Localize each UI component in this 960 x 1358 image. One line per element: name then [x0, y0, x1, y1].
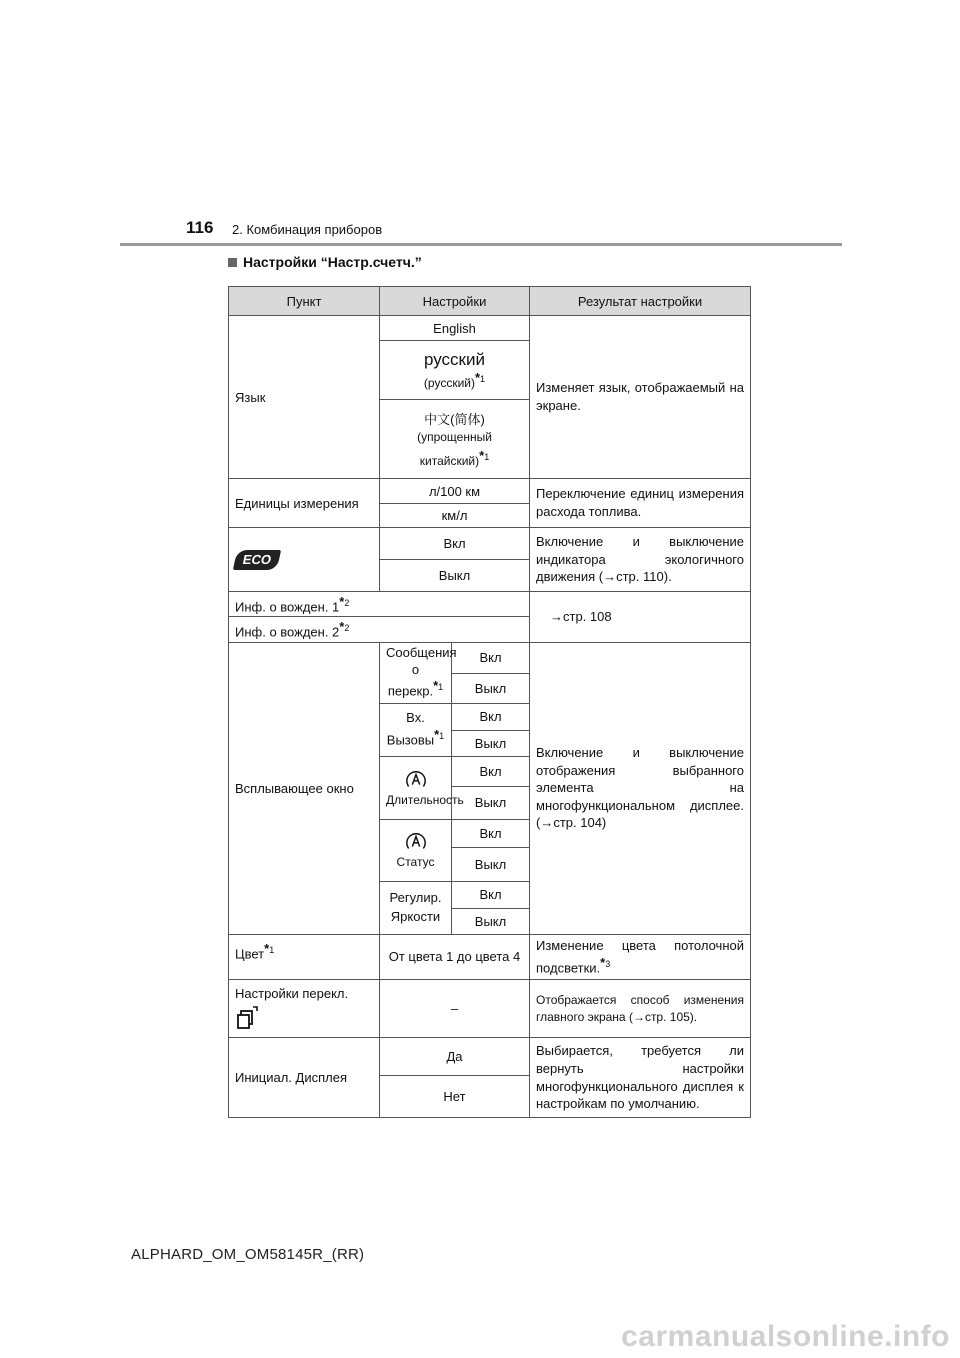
table-row — [229, 642, 751, 673]
section-title-text: Настройки “Настр.счетч.” — [243, 254, 422, 270]
sub-duration-label: Длительность — [386, 792, 464, 807]
table-row — [229, 592, 751, 617]
option-russian — [380, 341, 530, 400]
result-units: Переключение единиц измерения расхода топлива. — [530, 479, 751, 528]
header-settings: Настройки — [380, 287, 530, 316]
option-off: Выкл — [452, 730, 530, 756]
item-popup: Всплывающее окно — [229, 642, 380, 934]
note-star: * — [264, 940, 270, 956]
note-star: * — [339, 619, 345, 635]
table-row — [229, 479, 751, 504]
screen-switch-icon — [235, 1005, 259, 1031]
option-l-100km: л/100 км — [380, 479, 530, 504]
option-on: Вкл — [452, 703, 530, 730]
option-yes: Да — [380, 1038, 530, 1076]
bullet-square-icon — [228, 258, 237, 267]
note-star: * — [434, 726, 440, 742]
option-on: Вкл — [452, 642, 530, 673]
option-english: English — [380, 316, 530, 341]
result-popup: Включение и выключение отображения выбранного элемента на многофункциональном дисплее. (→стр. 104) — [530, 642, 751, 934]
page-number: 116 — [186, 218, 214, 237]
option-off: Выкл — [452, 673, 530, 703]
drive-info-2-label: Инф. о вожден. 2 — [235, 624, 340, 640]
item-drive-info-2 — [229, 617, 530, 642]
note-mark: 1 — [484, 451, 490, 462]
option-off: Выкл — [452, 847, 530, 881]
note-star: * — [479, 447, 485, 463]
result-eco: Включение и выключение индикатора экологичного движения (→стр. 110). — [530, 528, 751, 592]
option-km-l: км/л — [380, 504, 530, 528]
result-reset: Выбирается, требуется ли вернуть настройки многофункционального дисплея к настройкам по умолчанию. — [530, 1038, 751, 1118]
header-item: Пункт — [229, 287, 380, 316]
option-chinese-label: (упрощенный китайский) — [417, 429, 492, 468]
sub-messages — [380, 642, 457, 703]
color-setting: От цвета 1 до цвета 4 — [380, 934, 530, 979]
option-russian-native: русский — [423, 350, 485, 369]
option-chinese — [380, 400, 530, 479]
item-language: Язык — [229, 316, 380, 479]
result-color — [530, 934, 751, 979]
result-drive-info: →стр. 108 — [530, 592, 751, 643]
item-switch — [229, 980, 380, 1038]
eco-icon: ECO — [233, 550, 281, 570]
assist-a-icon — [405, 831, 427, 853]
result-switch: Отображается способ изменения главного экрана (→стр. 105). — [530, 980, 751, 1038]
item-units: Единицы измерения — [229, 479, 380, 528]
sub-status-label: Статус — [396, 855, 435, 870]
item-eco — [229, 528, 380, 592]
result-language: Изменяет язык, отображаемый на экране. — [530, 316, 751, 479]
option-eco-on: Вкл — [380, 528, 530, 560]
section-title — [228, 254, 422, 270]
switch-label: Настройки перекл. — [235, 986, 349, 1002]
header-rule — [120, 243, 842, 246]
table-row — [229, 1038, 751, 1076]
document-id: ALPHARD_OM_OM58145R_(RR) — [131, 1246, 365, 1263]
option-off: Выкл — [452, 786, 530, 819]
option-no: Нет — [380, 1076, 530, 1118]
option-eco-off: Выкл — [380, 560, 530, 592]
header-result: Результат настройки — [530, 287, 751, 316]
item-reset: Инициал. Дисплея — [229, 1038, 380, 1118]
sub-calls-label: Вх. Вызовы — [386, 710, 435, 748]
option-off: Выкл — [452, 908, 530, 934]
table-row — [229, 316, 751, 341]
option-on: Вкл — [452, 756, 530, 786]
sub-messages-label: Сообщения о перекр. — [386, 644, 457, 699]
note-mark: 2 — [344, 598, 350, 608]
table-row — [229, 980, 751, 1038]
watermark: carmanualsonline.info — [621, 1320, 950, 1353]
chapter-title: 2. Комбинация приборов — [232, 222, 383, 237]
drive-info-1-label: Инф. о вожден. 1 — [235, 599, 340, 615]
note-mark: 3 — [605, 959, 611, 970]
color-label: Цвет — [235, 945, 265, 961]
note-star: * — [474, 370, 481, 385]
assist-a-icon — [405, 769, 427, 791]
switch-setting: – — [380, 980, 530, 1038]
sub-status — [380, 819, 452, 881]
table-row — [229, 934, 751, 979]
note-mark: 2 — [344, 623, 350, 634]
note-star: * — [433, 678, 439, 694]
note-mark: 1 — [480, 374, 486, 384]
result-color-text: Изменение цвета потолочной подсветки. — [536, 937, 744, 976]
sub-duration — [380, 756, 464, 819]
note-star: * — [600, 955, 606, 971]
note-mark: 1 — [269, 944, 275, 955]
table-header-row — [229, 287, 751, 316]
option-chinese-native: 中文(简体) — [424, 411, 485, 427]
note-mark: 1 — [439, 730, 445, 741]
note-mark: 1 — [438, 682, 444, 693]
option-on: Вкл — [452, 881, 530, 908]
item-color — [229, 934, 380, 979]
item-drive-info-1 — [229, 592, 530, 617]
option-on: Вкл — [452, 819, 530, 847]
table-row — [229, 528, 751, 560]
option-russian-label: (русский) — [423, 376, 475, 390]
settings-table — [228, 286, 751, 1118]
sub-calls — [380, 703, 452, 756]
sub-brightness: Регулир. Яркости — [380, 881, 452, 934]
note-star: * — [339, 594, 345, 609]
